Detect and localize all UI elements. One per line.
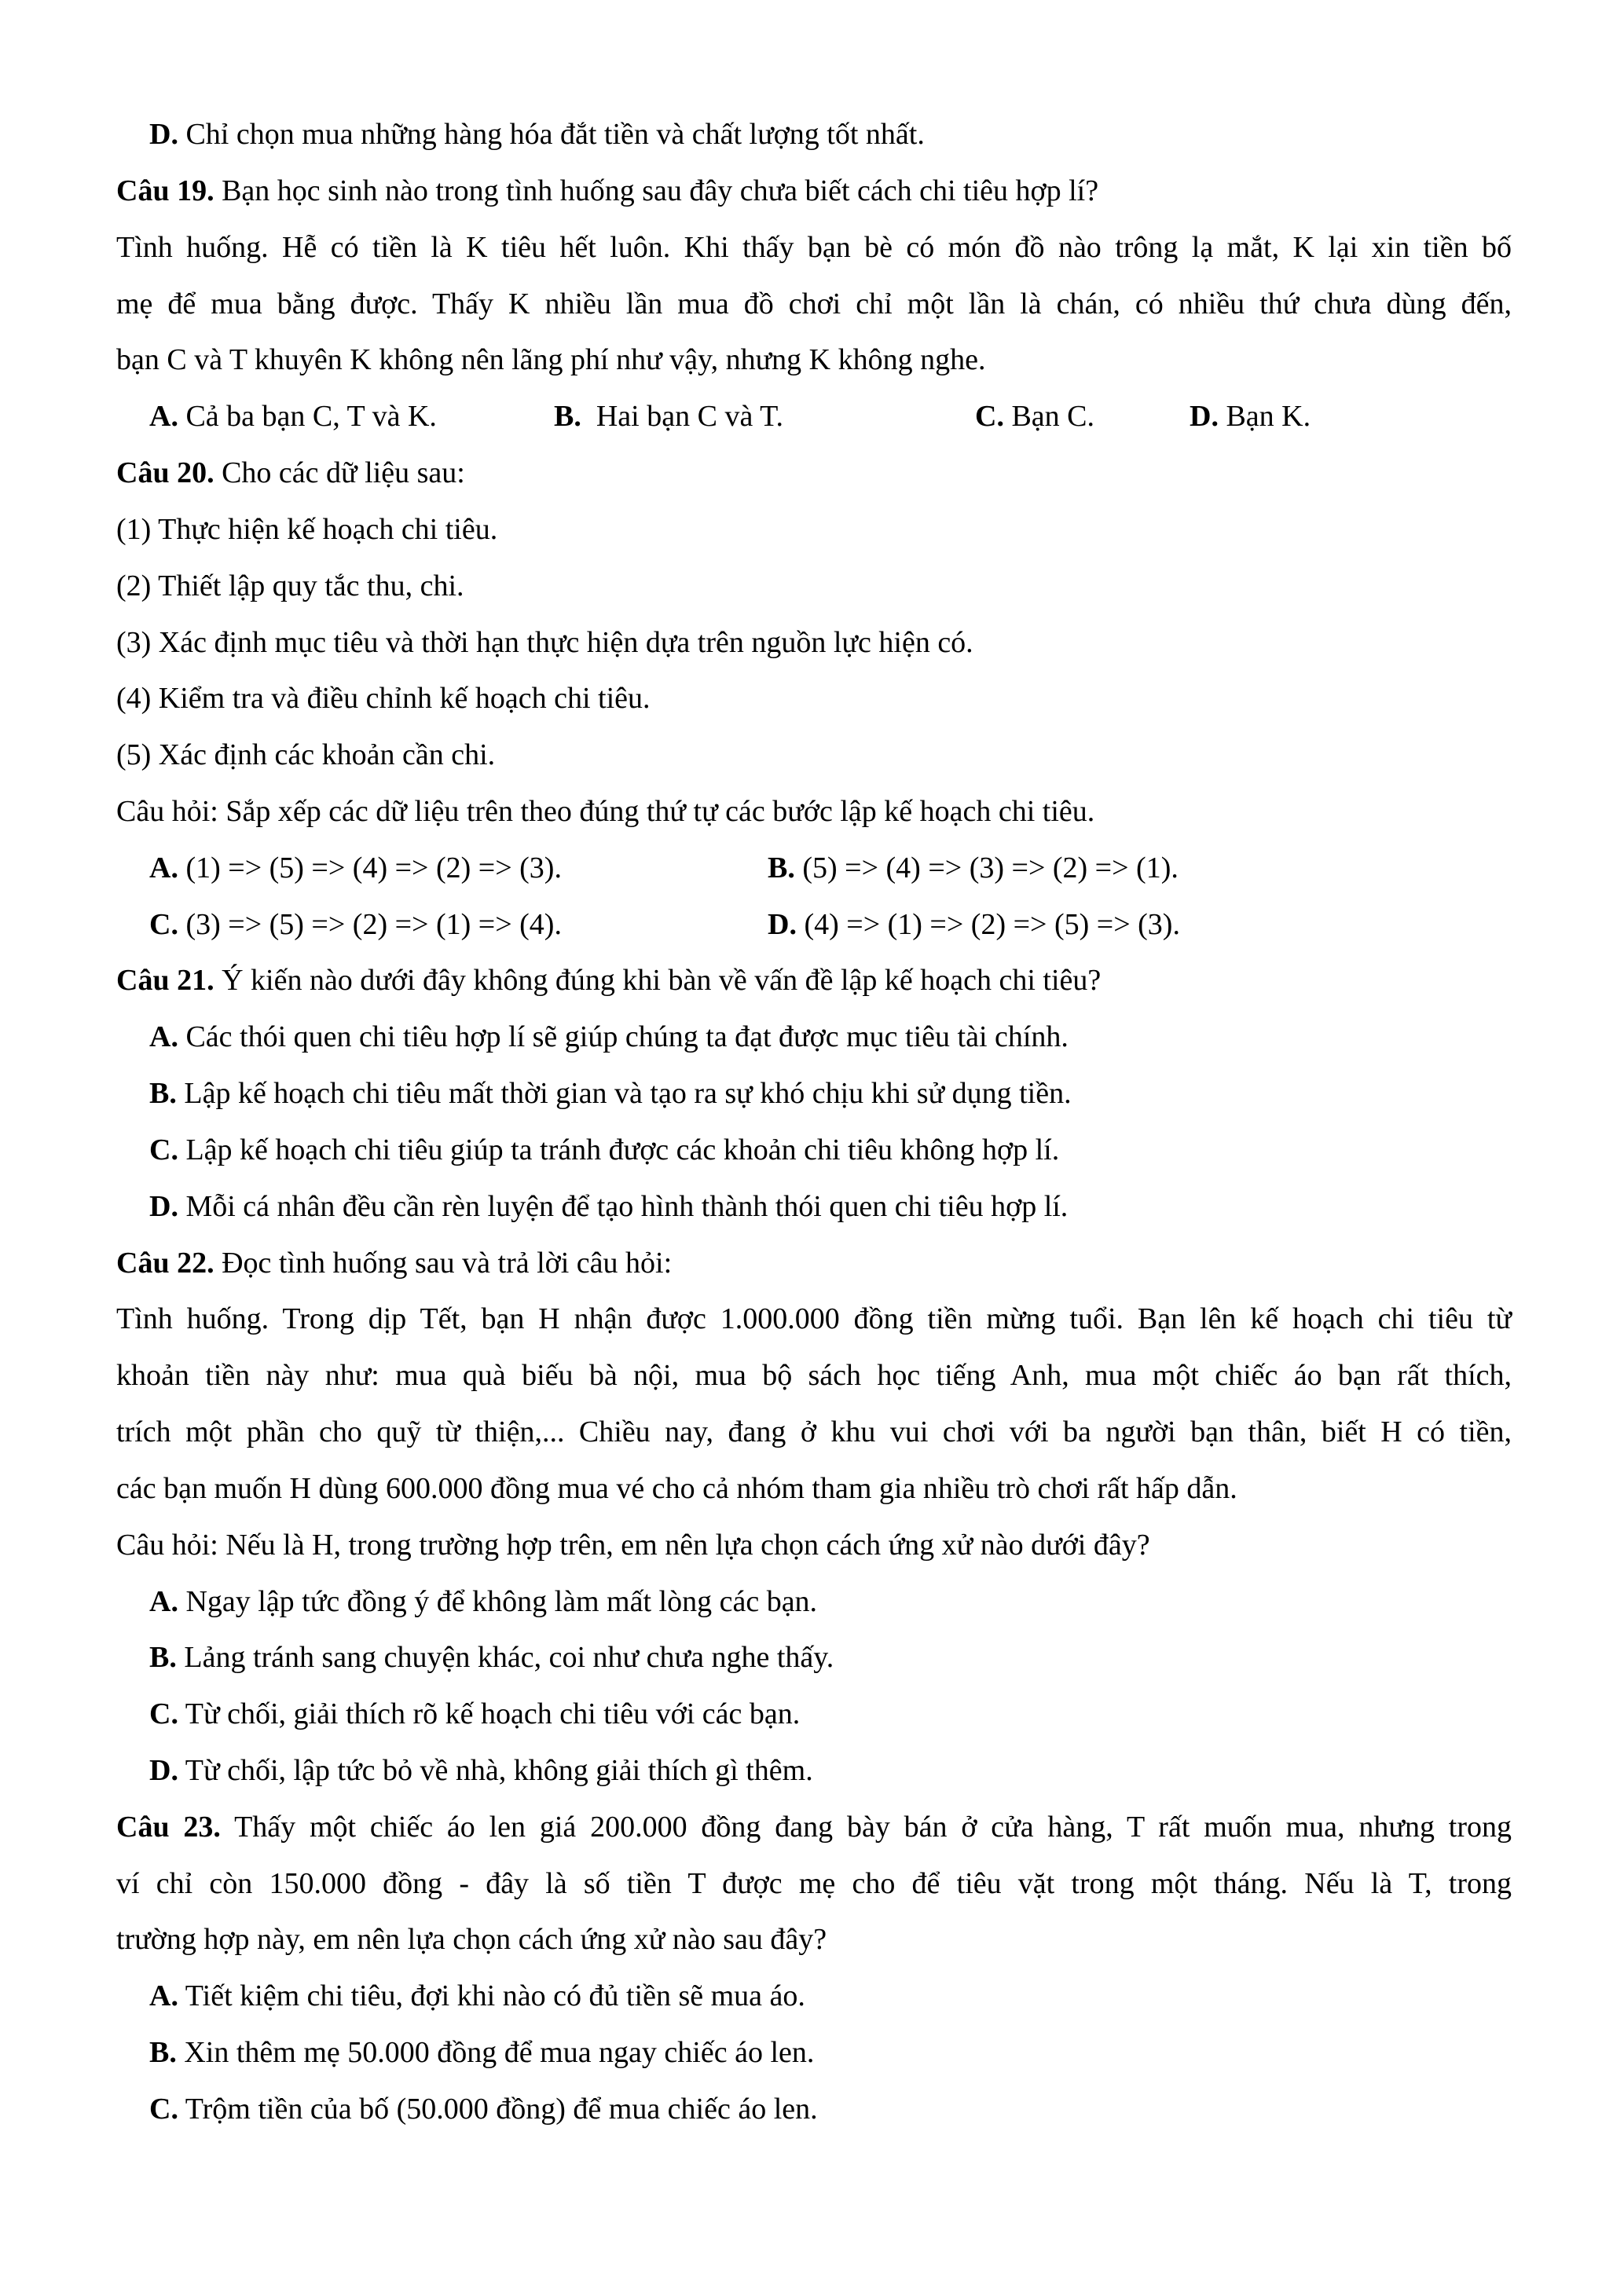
option-text: (3) => (5) => (2) => (1) => (4). — [185, 908, 562, 941]
q23-option-c — [149, 2094, 818, 2124]
option-label: A. — [149, 1585, 178, 1618]
option-text: Bạn C. — [1011, 400, 1095, 433]
option-text: Cả ba bạn C, T và K. — [185, 400, 437, 433]
option-text: Lập kế hoạch chi tiêu mất thời gian và tạo ra sự khó chịu khi sử dụng tiền. — [184, 1077, 1072, 1110]
q22-situation-line-3: trích một phần cho quỹ từ thiện,... Chiều nay, đang ở khu vui chơi với ba người bạn thân, biết H có tiền, — [116, 1415, 1512, 1448]
q21-option-d — [149, 1192, 1068, 1221]
q20-question: Câu hỏi: Sắp xếp các dữ liệu trên theo đúng thứ tự các bước lập kế hoạch chi tiêu. — [116, 795, 1095, 828]
option-label: A. — [149, 851, 178, 884]
q23-option-b — [149, 2038, 814, 2067]
q22-option-c — [149, 1699, 800, 1729]
q22-stem — [116, 1248, 672, 1278]
q21-option-a — [149, 1022, 1069, 1052]
option-label: B. — [768, 851, 795, 884]
question-text: Ý kiến nào dưới đây không đúng khi bàn về vấn đề lập kế hoạch chi tiêu? — [222, 964, 1102, 997]
option-text: Bạn K. — [1226, 400, 1311, 433]
question-text: Bạn học sinh nào trong tình huống sau đây chưa biết cách chi tiêu hợp lí? — [222, 174, 1099, 207]
q19-situation-line-3: bạn C và T khuyên K không nên lãng phí như vậy, nhưng K không nghe. — [116, 343, 986, 376]
q20-item-1: (1) Thực hiện kế hoạch chi tiêu. — [116, 513, 498, 546]
option-label: A. — [149, 1979, 178, 2012]
option-label: D. — [1190, 400, 1219, 433]
question-text: Cho các dữ liệu sau: — [222, 456, 465, 489]
option-label: B. — [149, 1077, 177, 1110]
option-label: D. — [149, 118, 178, 151]
q22-situation-line-2: khoản tiền này như: mua quà biếu bà nội, mua bộ sách học tiếng Anh, mua một chiếc áo bạn rất thích, — [116, 1359, 1512, 1392]
q20-option-b — [768, 853, 1179, 883]
q19-situation-line-2: mẹ để mua bằng được. Thấy K nhiều lần mua đồ chơi chỉ một lần là chán, có nhiều thứ chưa dùng đến, — [116, 287, 1512, 320]
q23-stem-line-2: ví chỉ còn 150.000 đồng - đây là số tiền T được mẹ cho để tiêu vặt trong một tháng. Nếu là T, trong — [116, 1867, 1512, 1900]
q20-item-5: (5) Xác định các khoản cần chi. — [116, 738, 496, 771]
option-text: Xin thêm mẹ 50.000 đồng để mua ngay chiếc áo len. — [184, 2036, 815, 2069]
question-text: Thấy một chiếc áo len giá 200.000 đồng đang bày bán ở cửa hàng, T rất muốn mua, nhưng trong — [234, 1811, 1512, 1844]
q18-option-d — [149, 119, 925, 149]
option-label: A. — [149, 1020, 178, 1053]
option-label: D. — [149, 1190, 178, 1223]
option-label: B. — [149, 2036, 177, 2069]
option-text: (4) => (1) => (2) => (5) => (3). — [804, 908, 1180, 941]
option-text: Tiết kiệm chi tiêu, đợi khi nào có đủ tiền sẽ mua áo. — [185, 1979, 805, 2012]
q19-option-a — [149, 401, 437, 431]
q20-item-4: (4) Kiểm tra và điều chỉnh kế hoạch chi tiêu. — [116, 682, 651, 715]
q21-option-b — [149, 1078, 1072, 1108]
option-label: A. — [149, 400, 178, 433]
q19-situation-line-1: Tình huống. Hễ có tiền là K tiêu hết luôn. Khi thấy bạn bè có món đồ nào trông lạ mắt, K lại xin tiền bố — [116, 231, 1512, 264]
option-label: C. — [149, 1133, 178, 1166]
option-label: C. — [975, 400, 1004, 433]
q20-option-c — [149, 910, 562, 939]
q22-situation-line-1: Tình huống. Trong dịp Tết, bạn H nhận được 1.000.000 đồng tiền mừng tuổi. Bạn lên kế hoạch chi tiêu từ — [116, 1302, 1512, 1335]
q20-item-2: (2) Thiết lập quy tắc thu, chi. — [116, 569, 464, 602]
q23-stem-line-1 — [116, 1812, 1512, 1842]
option-label: B. — [149, 1641, 177, 1674]
q21-option-c — [149, 1135, 1059, 1165]
question-text: Đọc tình huống sau và trả lời câu hỏi: — [222, 1247, 673, 1280]
option-label: D. — [149, 1754, 178, 1787]
q19-option-b — [554, 401, 783, 431]
option-label: B. — [554, 400, 581, 433]
option-text: Trộm tiền của bố (50.000 đồng) để mua chiếc áo len. — [185, 2093, 818, 2126]
q20-option-a — [149, 853, 562, 883]
option-text: Các thói quen chi tiêu hợp lí sẽ giúp chúng ta đạt được mục tiêu tài chính. — [185, 1020, 1069, 1053]
q19-option-c — [975, 401, 1094, 431]
option-text: Hai bạn C và T. — [596, 400, 784, 433]
q20-item-3: (3) Xác định mục tiêu và thời hạn thực hiện dựa trên nguồn lực hiện có. — [116, 626, 973, 659]
option-text: Chỉ chọn mua những hàng hóa đắt tiền và chất lượng tốt nhất. — [185, 118, 925, 151]
option-label: D. — [768, 908, 797, 941]
q20-option-d — [768, 910, 1180, 939]
q22-situation-line-4: các bạn muốn H dùng 600.000 đồng mua vé cho cả nhóm tham gia nhiều trò chơi rất hấp dẫn. — [116, 1472, 1237, 1505]
q19-stem — [116, 176, 1098, 206]
question-label: Câu 19. — [116, 174, 214, 207]
q22-option-d — [149, 1756, 813, 1785]
option-text: Từ chối, giải thích rõ kế hoạch chi tiêu với các bạn. — [185, 1697, 801, 1730]
option-text: Lập kế hoạch chi tiêu giúp ta tránh được các khoản chi tiêu không hợp lí. — [185, 1133, 1060, 1166]
question-label: Câu 22. — [116, 1247, 214, 1280]
q23-option-a — [149, 1981, 805, 2011]
option-text: Mỗi cá nhân đều cần rèn luyện để tạo hình thành thói quen chi tiêu hợp lí. — [185, 1190, 1069, 1223]
option-text: Từ chối, lập tức bỏ về nhà, không giải thích gì thêm. — [185, 1754, 813, 1787]
q22-question: Câu hỏi: Nếu là H, trong trường hợp trên, em nên lựa chọn cách ứng xử nào dưới đây? — [116, 1529, 1150, 1562]
option-label: C. — [149, 908, 178, 941]
q20-stem — [116, 458, 465, 488]
option-label: C. — [149, 1697, 178, 1730]
option-text: (5) => (4) => (3) => (2) => (1). — [802, 851, 1179, 884]
option-text: Ngay lập tức đồng ý để không làm mất lòng các bạn. — [185, 1585, 818, 1618]
option-text: (1) => (5) => (4) => (2) => (3). — [185, 851, 562, 884]
option-label: C. — [149, 2093, 178, 2126]
q23-stem-line-3: trường hợp này, em nên lựa chọn cách ứng xử nào sau đây? — [116, 1923, 827, 1956]
q21-stem — [116, 965, 1101, 995]
q19-option-d — [1190, 401, 1311, 431]
question-label: Câu 23. — [116, 1811, 221, 1844]
question-label: Câu 20. — [116, 456, 214, 489]
option-text: Lảng tránh sang chuyện khác, coi như chưa nghe thấy. — [184, 1641, 834, 1674]
q22-option-b — [149, 1642, 834, 1672]
q22-option-a — [149, 1587, 817, 1617]
question-label: Câu 21. — [116, 964, 214, 997]
